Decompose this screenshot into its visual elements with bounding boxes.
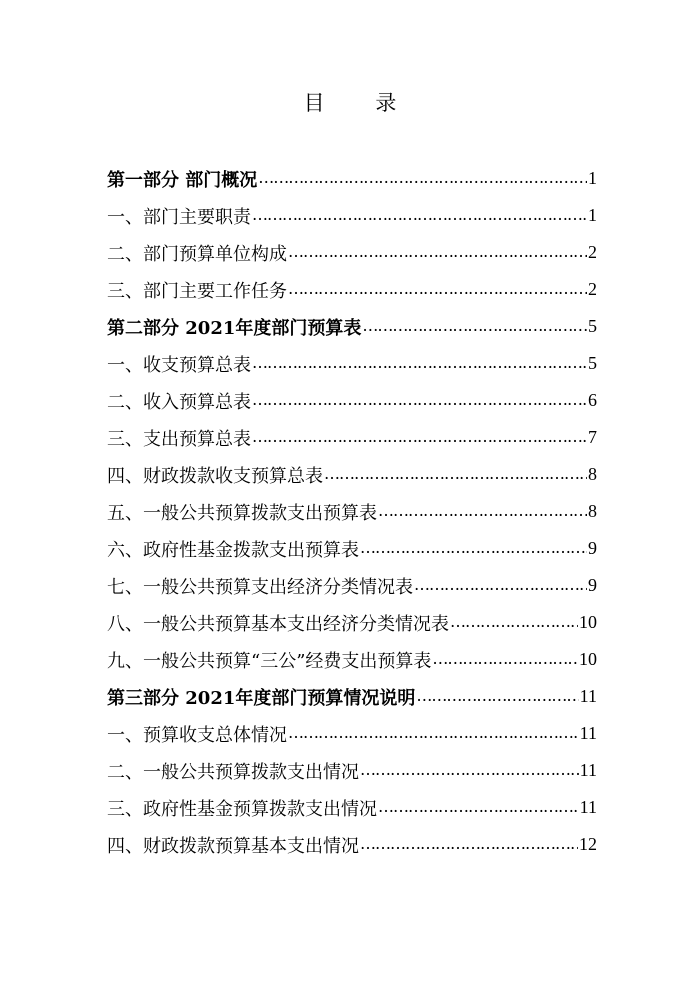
toc-page-number: 10 bbox=[579, 612, 597, 632]
toc-entry-label: 第三部分 2021年度部门预算情况说明 bbox=[107, 687, 416, 709]
toc-page-number: 8 bbox=[588, 501, 597, 521]
toc-leader-dots bbox=[288, 279, 587, 301]
toc-entry[interactable] bbox=[107, 271, 597, 308]
toc-entry[interactable] bbox=[107, 234, 597, 271]
toc-page-number: 8 bbox=[588, 464, 597, 484]
toc-page-number: 11 bbox=[579, 760, 597, 780]
toc-entry[interactable] bbox=[107, 493, 597, 530]
toc-entry[interactable] bbox=[107, 641, 597, 678]
toc-entry-label: 三、支出预算总表 bbox=[107, 428, 251, 450]
toc-part-heading[interactable] bbox=[107, 678, 597, 715]
toc-page-number: 2 bbox=[588, 279, 597, 299]
page-title: 目 录 bbox=[303, 91, 419, 115]
toc-entry-label: 九、一般公共预算“三公”经费支出预算表 bbox=[107, 650, 432, 672]
toc-entry[interactable] bbox=[107, 382, 597, 419]
toc-leader-dots bbox=[360, 538, 587, 560]
toc-leader-dots bbox=[432, 649, 578, 671]
toc-entry-label: 八、一般公共预算基本支出经济分类情况表 bbox=[107, 613, 449, 635]
toc-leader-dots bbox=[252, 353, 587, 375]
toc-entry-label: 三、部门主要工作任务 bbox=[107, 280, 287, 302]
toc-entry[interactable] bbox=[107, 789, 597, 826]
toc-entry[interactable] bbox=[107, 752, 597, 789]
toc-entry-label: 六、政府性基金拨款支出预算表 bbox=[107, 539, 359, 561]
toc-entry-label: 第二部分 2021年度部门预算表 bbox=[107, 317, 362, 339]
toc-page-number: 1 bbox=[588, 168, 597, 188]
toc-page-number: 11 bbox=[579, 797, 597, 817]
toc-leader-dots bbox=[378, 501, 587, 523]
toc-entry-label: 三、政府性基金预算拨款支出情况 bbox=[107, 798, 377, 820]
toc-page-number: 6 bbox=[588, 390, 597, 410]
toc-entry[interactable] bbox=[107, 345, 597, 382]
toc-entry-label: 四、财政拨款预算基本支出情况 bbox=[107, 835, 359, 857]
toc-leader-dots bbox=[324, 464, 587, 486]
toc-leader-dots bbox=[414, 575, 587, 597]
toc-leader-dots bbox=[288, 723, 579, 745]
toc-entry-label: 一、收支预算总表 bbox=[107, 354, 251, 376]
toc-leader-dots bbox=[362, 316, 587, 338]
toc-leader-dots bbox=[360, 834, 578, 856]
toc-entry[interactable] bbox=[107, 419, 597, 456]
toc-page-number: 10 bbox=[579, 649, 597, 669]
toc-entry[interactable] bbox=[107, 826, 597, 863]
toc-page-number: 7 bbox=[588, 427, 597, 447]
toc-entry[interactable] bbox=[107, 197, 597, 234]
toc-entry-label: 一、预算收支总体情况 bbox=[107, 724, 287, 746]
toc-entry-label: 四、财政拨款收支预算总表 bbox=[107, 465, 323, 487]
toc-entry[interactable] bbox=[107, 567, 597, 604]
toc-leader-dots bbox=[258, 168, 587, 190]
toc-leader-dots bbox=[360, 760, 579, 782]
toc-entry[interactable] bbox=[107, 456, 597, 493]
toc-leader-dots bbox=[252, 390, 587, 412]
toc-page-number: 9 bbox=[588, 538, 597, 558]
toc-page-number: 5 bbox=[588, 353, 597, 373]
toc-leader-dots bbox=[252, 427, 587, 449]
toc-entry[interactable] bbox=[107, 715, 597, 752]
toc-entry[interactable] bbox=[107, 530, 597, 567]
toc-leader-dots bbox=[378, 797, 579, 819]
toc-part-heading[interactable] bbox=[107, 160, 597, 197]
toc-leader-dots bbox=[288, 242, 587, 264]
toc-part-heading[interactable] bbox=[107, 308, 597, 345]
toc-page-number: 12 bbox=[579, 834, 597, 854]
toc-entry-label: 二、收入预算总表 bbox=[107, 391, 251, 413]
toc-page-number: 11 bbox=[579, 723, 597, 743]
toc-entry-label: 五、一般公共预算拨款支出预算表 bbox=[107, 502, 377, 524]
toc-entry-label: 一、部门主要职责 bbox=[107, 206, 251, 228]
toc-page-number: 5 bbox=[588, 316, 597, 336]
toc-entry-label: 二、部门预算单位构成 bbox=[107, 243, 287, 265]
toc-page-number: 11 bbox=[579, 686, 597, 706]
toc-entry-label: 七、一般公共预算支出经济分类情况表 bbox=[107, 576, 413, 598]
toc-entry-label: 二、一般公共预算拨款支出情况 bbox=[107, 761, 359, 783]
toc-leader-dots bbox=[416, 686, 578, 708]
toc-leader-dots bbox=[450, 612, 578, 634]
toc-page-number: 9 bbox=[588, 575, 597, 595]
toc-leader-dots bbox=[252, 205, 587, 227]
toc-page-number: 1 bbox=[588, 205, 597, 225]
toc-page-number: 2 bbox=[588, 242, 597, 262]
toc-entry-label: 第一部分 部门概况 bbox=[107, 169, 258, 191]
toc-entry[interactable] bbox=[107, 604, 597, 641]
table-of-contents bbox=[107, 160, 597, 863]
